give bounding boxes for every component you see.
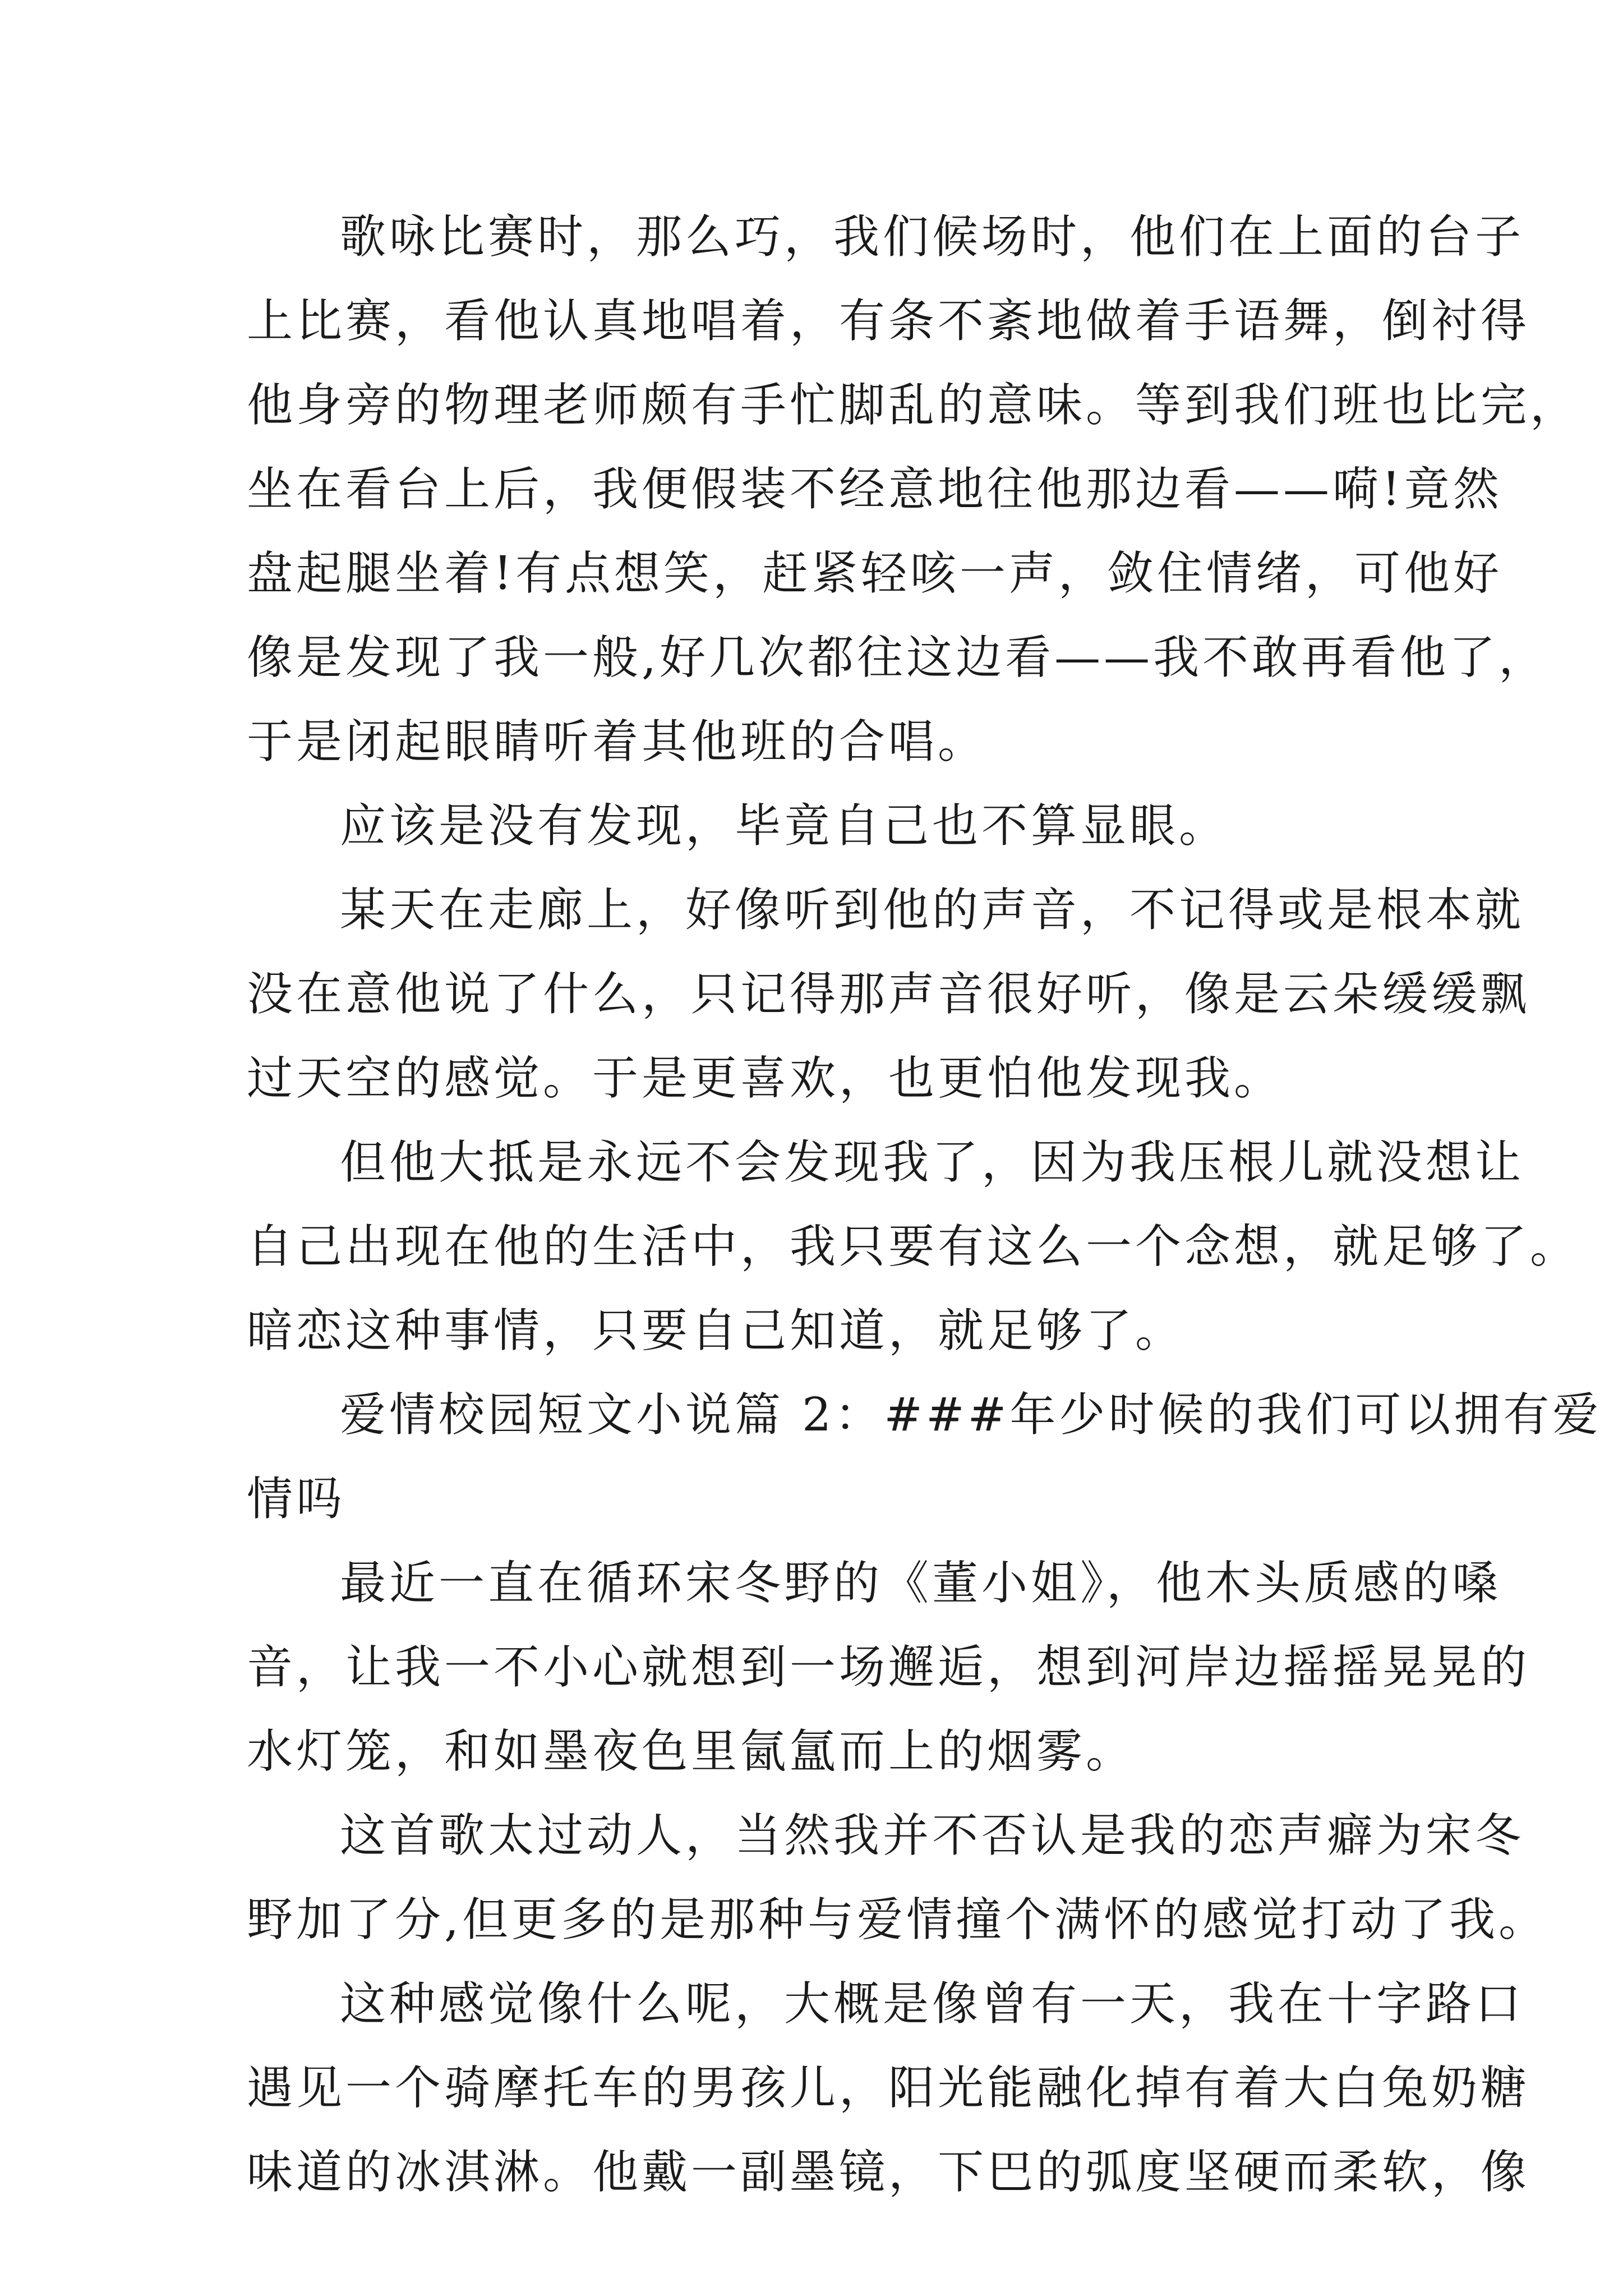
text-line: 这种感觉像什么呢，大概是像曾有一天，我在十字路口 bbox=[340, 1977, 1525, 2031]
text-line: 上比赛，看他认真地唱着，有条不紊地做着手语舞，倒衬得 bbox=[247, 295, 1530, 348]
section-heading-line: 情吗 bbox=[247, 1473, 346, 1526]
text-line: 盘起腿坐着!有点想笑，赶紧轻咳一声，敛住情绪，可他好 bbox=[247, 547, 1502, 600]
text-line: 水灯笼，和如墨夜色里氤氲而上的烟雾。 bbox=[247, 1725, 1136, 1778]
text-line: 自己出现在他的生活中，我只要有这么一个念想，就足够了。 bbox=[247, 1220, 1580, 1273]
text-line: 但他大抵是永远不会发现我了，因为我压根儿就没想让 bbox=[340, 1136, 1525, 1189]
text-line: 没在意他说了什么，只记得那声音很好听，像是云朵缓缓飘 bbox=[247, 968, 1530, 1021]
section-heading-line: 爱情校园短文小说篇 2：###年少时候的我们可以拥有爱 bbox=[340, 1388, 1602, 1442]
body-text bbox=[247, 195, 1602, 2215]
text-line: 他身旁的物理老师颇有手忙脚乱的意味。等到我们班也比完， bbox=[247, 379, 1580, 432]
text-line: 应该是没有发现，毕竟自己也不算显眼。 bbox=[340, 799, 1229, 853]
text-line: 最近一直在循环宋冬野的《董小姐》，他木头质感的嗓 bbox=[340, 1557, 1502, 1610]
text-line: 野加了分,但更多的是那种与爱情撞个满怀的感觉打动了我。 bbox=[247, 1893, 1548, 1947]
text-line: 这首歌太过动人，当然我并不否认是我的恋声癖为宋冬 bbox=[340, 1809, 1525, 1862]
text-line: 某天在走廊上，好像听到他的声音，不记得或是根本就 bbox=[340, 884, 1525, 937]
text-line: 音，让我一不小心就想到一场邂逅，想到河岸边摇摇晃晃的 bbox=[247, 1641, 1530, 1694]
text-line: 遇见一个骑摩托车的男孩儿，阳光能融化掉有着大白兔奶糖 bbox=[247, 2062, 1530, 2115]
text-line: 暗恋这种事情，只要自己知道，就足够了。 bbox=[247, 1304, 1185, 1358]
text-line: 像是发现了我一般,好几次都往这边看——我不敢再看他了， bbox=[247, 631, 1548, 684]
text-line: 歌咏比赛时，那么巧，我们候场时，他们在上面的台子 bbox=[340, 210, 1525, 264]
text-line: 于是闭起眼睛听着其他班的合唱。 bbox=[247, 715, 988, 769]
text-line: 过天空的感觉。于是更喜欢，也更怕他发现我。 bbox=[247, 1052, 1284, 1105]
text-line: 坐在看台上后，我便假装不经意地往他那边看——嗬!竟然 bbox=[247, 463, 1502, 516]
text-line: 味道的冰淇淋。他戴一副墨镜，下巴的弧度坚硬而柔软，像 bbox=[247, 2146, 1530, 2199]
